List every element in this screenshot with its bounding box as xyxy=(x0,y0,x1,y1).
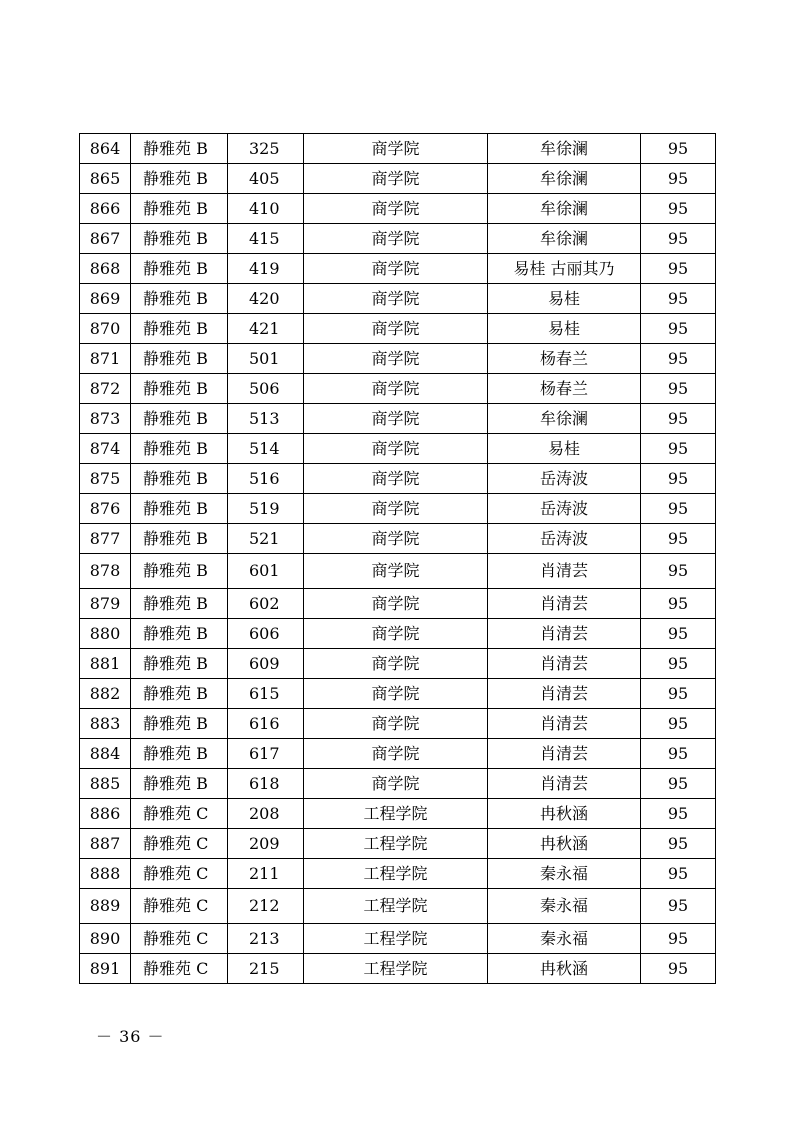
row-number-cell: 869 xyxy=(80,284,131,314)
row-number-cell: 887 xyxy=(80,829,131,859)
building-cell: 静雅苑 C xyxy=(131,954,228,984)
counselor-cell: 牟徐澜 xyxy=(488,164,641,194)
room-cell: 405 xyxy=(228,164,304,194)
room-cell: 215 xyxy=(228,954,304,984)
table-row xyxy=(80,739,716,769)
building-cell: 静雅苑 B xyxy=(131,344,228,374)
college-cell: 商学院 xyxy=(304,134,488,164)
building-cell: 静雅苑 B xyxy=(131,194,228,224)
college-cell: 工程学院 xyxy=(304,889,488,924)
row-number-cell: 880 xyxy=(80,619,131,649)
college-cell: 商学院 xyxy=(304,709,488,739)
counselor-cell: 易桂 古丽其乃 xyxy=(488,254,641,284)
counselor-cell: 杨春兰 xyxy=(488,374,641,404)
counselor-cell: 肖清芸 xyxy=(488,649,641,679)
building-cell: 静雅苑 B xyxy=(131,404,228,434)
counselor-cell: 肖清芸 xyxy=(488,739,641,769)
counselor-cell: 冉秋涵 xyxy=(488,954,641,984)
building-cell: 静雅苑 B xyxy=(131,739,228,769)
counselor-cell: 冉秋涵 xyxy=(488,829,641,859)
counselor-cell: 牟徐澜 xyxy=(488,224,641,254)
counselor-cell: 易桂 xyxy=(488,284,641,314)
row-number-cell: 865 xyxy=(80,164,131,194)
table-row xyxy=(80,284,716,314)
table-row xyxy=(80,194,716,224)
room-cell: 325 xyxy=(228,134,304,164)
college-cell: 商学院 xyxy=(304,494,488,524)
counselor-cell: 秦永福 xyxy=(488,889,641,924)
college-cell: 商学院 xyxy=(304,524,488,554)
row-number-cell: 878 xyxy=(80,554,131,589)
table-row xyxy=(80,254,716,284)
row-number-cell: 890 xyxy=(80,924,131,954)
score-cell: 95 xyxy=(641,344,716,374)
score-cell: 95 xyxy=(641,769,716,799)
row-number-cell: 864 xyxy=(80,134,131,164)
row-number-cell: 884 xyxy=(80,739,131,769)
score-cell: 95 xyxy=(641,404,716,434)
building-cell: 静雅苑 B xyxy=(131,134,228,164)
score-cell: 95 xyxy=(641,859,716,889)
row-number-cell: 879 xyxy=(80,589,131,619)
room-cell: 606 xyxy=(228,619,304,649)
table-row xyxy=(80,494,716,524)
row-number-cell: 873 xyxy=(80,404,131,434)
row-number-cell: 877 xyxy=(80,524,131,554)
counselor-cell: 易桂 xyxy=(488,434,641,464)
room-cell: 213 xyxy=(228,924,304,954)
building-cell: 静雅苑 C xyxy=(131,859,228,889)
college-cell: 商学院 xyxy=(304,649,488,679)
building-cell: 静雅苑 B xyxy=(131,164,228,194)
room-cell: 616 xyxy=(228,709,304,739)
table-row xyxy=(80,554,716,589)
room-cell: 209 xyxy=(228,829,304,859)
room-cell: 419 xyxy=(228,254,304,284)
building-cell: 静雅苑 B xyxy=(131,224,228,254)
counselor-cell: 肖清芸 xyxy=(488,554,641,589)
counselor-cell: 牟徐澜 xyxy=(488,134,641,164)
room-cell: 519 xyxy=(228,494,304,524)
counselor-cell: 岳涛波 xyxy=(488,494,641,524)
table-row xyxy=(80,374,716,404)
row-number-cell: 891 xyxy=(80,954,131,984)
college-cell: 商学院 xyxy=(304,589,488,619)
row-number-cell: 888 xyxy=(80,859,131,889)
building-cell: 静雅苑 B xyxy=(131,254,228,284)
row-number-cell: 883 xyxy=(80,709,131,739)
college-cell: 商学院 xyxy=(304,434,488,464)
building-cell: 静雅苑 B xyxy=(131,709,228,739)
building-cell: 静雅苑 B xyxy=(131,649,228,679)
row-number-cell: 882 xyxy=(80,679,131,709)
room-cell: 516 xyxy=(228,464,304,494)
counselor-cell: 秦永福 xyxy=(488,924,641,954)
table-row xyxy=(80,344,716,374)
counselor-cell: 秦永福 xyxy=(488,859,641,889)
counselor-cell: 肖清芸 xyxy=(488,679,641,709)
score-cell: 95 xyxy=(641,619,716,649)
counselor-cell: 肖清芸 xyxy=(488,619,641,649)
room-cell: 615 xyxy=(228,679,304,709)
building-cell: 静雅苑 B xyxy=(131,769,228,799)
row-number-cell: 871 xyxy=(80,344,131,374)
row-number-cell: 876 xyxy=(80,494,131,524)
table-row xyxy=(80,404,716,434)
row-number-cell: 867 xyxy=(80,224,131,254)
college-cell: 商学院 xyxy=(304,194,488,224)
score-cell: 95 xyxy=(641,649,716,679)
row-number-cell: 874 xyxy=(80,434,131,464)
score-cell: 95 xyxy=(641,164,716,194)
score-cell: 95 xyxy=(641,434,716,464)
college-cell: 商学院 xyxy=(304,254,488,284)
college-cell: 商学院 xyxy=(304,554,488,589)
room-cell: 521 xyxy=(228,524,304,554)
room-cell: 501 xyxy=(228,344,304,374)
building-cell: 静雅苑 B xyxy=(131,434,228,464)
college-cell: 商学院 xyxy=(304,404,488,434)
row-number-cell: 889 xyxy=(80,889,131,924)
building-cell: 静雅苑 C xyxy=(131,924,228,954)
table-body xyxy=(80,134,716,984)
table-row xyxy=(80,649,716,679)
college-cell: 商学院 xyxy=(304,374,488,404)
room-cell: 514 xyxy=(228,434,304,464)
college-cell: 商学院 xyxy=(304,464,488,494)
counselor-cell: 杨春兰 xyxy=(488,344,641,374)
building-cell: 静雅苑 C xyxy=(131,829,228,859)
building-cell: 静雅苑 B xyxy=(131,464,228,494)
college-cell: 商学院 xyxy=(304,739,488,769)
score-cell: 95 xyxy=(641,134,716,164)
table-row xyxy=(80,799,716,829)
room-cell: 506 xyxy=(228,374,304,404)
room-cell: 602 xyxy=(228,589,304,619)
college-cell: 商学院 xyxy=(304,284,488,314)
score-cell: 95 xyxy=(641,254,716,284)
row-number-cell: 875 xyxy=(80,464,131,494)
building-cell: 静雅苑 B xyxy=(131,679,228,709)
score-cell: 95 xyxy=(641,374,716,404)
score-cell: 95 xyxy=(641,524,716,554)
score-cell: 95 xyxy=(641,739,716,769)
building-cell: 静雅苑 C xyxy=(131,889,228,924)
row-number-cell: 868 xyxy=(80,254,131,284)
row-number-cell: 885 xyxy=(80,769,131,799)
table-row xyxy=(80,524,716,554)
college-cell: 商学院 xyxy=(304,314,488,344)
score-cell: 95 xyxy=(641,314,716,344)
room-cell: 208 xyxy=(228,799,304,829)
counselor-cell: 牟徐澜 xyxy=(488,404,641,434)
row-number-cell: 866 xyxy=(80,194,131,224)
room-cell: 212 xyxy=(228,889,304,924)
score-cell: 95 xyxy=(641,194,716,224)
table-row xyxy=(80,464,716,494)
table-row xyxy=(80,709,716,739)
row-number-cell: 870 xyxy=(80,314,131,344)
table-row xyxy=(80,924,716,954)
counselor-cell: 冉秋涵 xyxy=(488,799,641,829)
building-cell: 静雅苑 B xyxy=(131,374,228,404)
table-row xyxy=(80,829,716,859)
table-row xyxy=(80,859,716,889)
row-number-cell: 872 xyxy=(80,374,131,404)
table-row xyxy=(80,434,716,464)
table-row xyxy=(80,589,716,619)
room-cell: 415 xyxy=(228,224,304,254)
room-cell: 618 xyxy=(228,769,304,799)
score-cell: 95 xyxy=(641,954,716,984)
table-row xyxy=(80,619,716,649)
building-cell: 静雅苑 B xyxy=(131,589,228,619)
table-row xyxy=(80,314,716,344)
college-cell: 工程学院 xyxy=(304,799,488,829)
room-cell: 420 xyxy=(228,284,304,314)
table-row xyxy=(80,164,716,194)
college-cell: 商学院 xyxy=(304,619,488,649)
table-row xyxy=(80,889,716,924)
room-cell: 601 xyxy=(228,554,304,589)
room-cell: 211 xyxy=(228,859,304,889)
college-cell: 工程学院 xyxy=(304,859,488,889)
counselor-cell: 易桂 xyxy=(488,314,641,344)
score-cell: 95 xyxy=(641,589,716,619)
score-cell: 95 xyxy=(641,464,716,494)
building-cell: 静雅苑 C xyxy=(131,799,228,829)
table-row xyxy=(80,679,716,709)
table-row xyxy=(80,769,716,799)
building-cell: 静雅苑 B xyxy=(131,314,228,344)
score-cell: 95 xyxy=(641,284,716,314)
dormitory-score-table xyxy=(79,133,716,984)
score-cell: 95 xyxy=(641,224,716,254)
counselor-cell: 岳涛波 xyxy=(488,524,641,554)
score-cell: 95 xyxy=(641,709,716,739)
counselor-cell: 肖清芸 xyxy=(488,769,641,799)
college-cell: 商学院 xyxy=(304,224,488,254)
college-cell: 工程学院 xyxy=(304,829,488,859)
counselor-cell: 肖清芸 xyxy=(488,589,641,619)
row-number-cell: 886 xyxy=(80,799,131,829)
counselor-cell: 肖清芸 xyxy=(488,709,641,739)
room-cell: 421 xyxy=(228,314,304,344)
building-cell: 静雅苑 B xyxy=(131,494,228,524)
college-cell: 商学院 xyxy=(304,164,488,194)
college-cell: 商学院 xyxy=(304,344,488,374)
score-cell: 95 xyxy=(641,889,716,924)
counselor-cell: 岳涛波 xyxy=(488,464,641,494)
page-number: － 36 － xyxy=(96,1027,165,1046)
score-cell: 95 xyxy=(641,924,716,954)
score-cell: 95 xyxy=(641,799,716,829)
row-number-cell: 881 xyxy=(80,649,131,679)
college-cell: 工程学院 xyxy=(304,924,488,954)
room-cell: 410 xyxy=(228,194,304,224)
counselor-cell: 牟徐澜 xyxy=(488,194,641,224)
table-row xyxy=(80,954,716,984)
score-cell: 95 xyxy=(641,494,716,524)
college-cell: 商学院 xyxy=(304,679,488,709)
room-cell: 609 xyxy=(228,649,304,679)
building-cell: 静雅苑 B xyxy=(131,619,228,649)
score-cell: 95 xyxy=(641,679,716,709)
room-cell: 513 xyxy=(228,404,304,434)
score-cell: 95 xyxy=(641,554,716,589)
room-cell: 617 xyxy=(228,739,304,769)
building-cell: 静雅苑 B xyxy=(131,554,228,589)
table-row xyxy=(80,224,716,254)
college-cell: 工程学院 xyxy=(304,954,488,984)
table-row xyxy=(80,134,716,164)
college-cell: 商学院 xyxy=(304,769,488,799)
building-cell: 静雅苑 B xyxy=(131,284,228,314)
score-cell: 95 xyxy=(641,829,716,859)
building-cell: 静雅苑 B xyxy=(131,524,228,554)
